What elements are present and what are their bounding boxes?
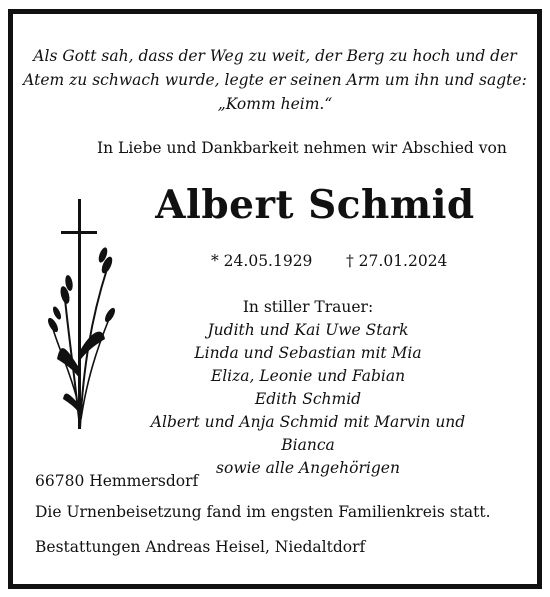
mourners-list bbox=[143, 296, 473, 480]
burial-note: Die Urnenbeisetzung fand im engsten Familienkreis statt. bbox=[35, 503, 491, 521]
poem-line-3: „Komm heim.“ bbox=[217, 95, 333, 113]
mourners-heading: In stiller Trauer: bbox=[242, 298, 374, 316]
mourner-line: Albert und Anja Schmid mit Marvin und Bianca bbox=[150, 413, 466, 454]
birth-date: * 24.05.1929 bbox=[211, 252, 313, 270]
mourner-line: Edith Schmid bbox=[254, 390, 362, 408]
mourner-line: Judith und Kai Uwe Stark bbox=[207, 321, 409, 339]
poem-line-2: Atem zu schwach wurde, legte er seinen Arm um ihn und sagte: bbox=[23, 71, 527, 89]
cross-with-wheat-icon bbox=[47, 199, 117, 429]
deceased-name: Albert Schmid bbox=[155, 182, 475, 228]
mourner-line: Linda und Sebastian mit Mia bbox=[194, 344, 422, 362]
death-date: † 27.01.2024 bbox=[346, 252, 448, 270]
farewell-intro: In Liebe und Dankbarkeit nehmen wir Abschied von bbox=[97, 139, 507, 157]
mourner-line: Eliza, Leonie und Fabian bbox=[210, 367, 406, 385]
obituary-frame bbox=[8, 9, 542, 589]
undertaker: Bestattungen Andreas Heisel, Niedaltdorf bbox=[35, 538, 366, 556]
poem bbox=[13, 44, 537, 116]
family-address: 66780 Hemmersdorf bbox=[35, 472, 199, 490]
mourner-line: sowie alle Angehörigen bbox=[216, 459, 400, 477]
poem-line-1: Als Gott sah, dass der Weg zu weit, der Berg zu hoch und der bbox=[33, 47, 517, 65]
